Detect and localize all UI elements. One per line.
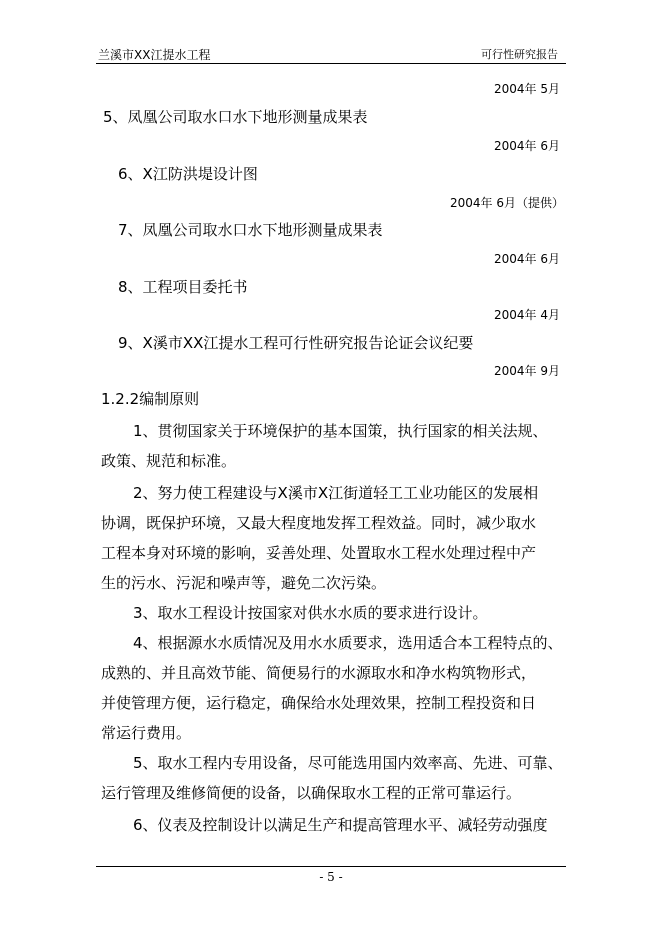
reference-item: 9、X溪市XX江提水工程可行性研究报告论证会议纪要 <box>118 334 474 352</box>
body-line: 4、根据源水水质情况及用水水质要求，选用适合本工程特点的、 <box>133 634 563 652</box>
body-line: 成熟的、并且高效节能、简便易行的水源取水和净水构筑物形式， <box>101 664 537 682</box>
body-line: 协调，既保护环境，又最大程度地发挥工程效益。同时，减少取水 <box>101 514 537 532</box>
footer-divider <box>96 866 566 867</box>
reference-date: 2004年 4月 <box>494 308 560 322</box>
reference-date: 2004年 5月 <box>494 82 560 96</box>
body-line: 1、贯彻国家关于环境保护的基本国策，执行国家的相关法规、 <box>133 422 548 440</box>
header-project-title: 兰溪市XX江提水工程 <box>98 48 211 62</box>
reference-item: 5、凤凰公司取水口水下地形测量成果表 <box>103 108 368 126</box>
body-line: 并使管理方便，运行稳定，确保给水处理效果，控制工程投资和日 <box>101 694 537 712</box>
body-line: 常运行费用。 <box>101 724 192 742</box>
body-line: 6、仪表及控制设计以满足生产和提高管理水平、减轻劳动强度 <box>133 816 548 834</box>
page-number: - 5 - <box>319 870 343 884</box>
reference-date: 2004年 6月（提供） <box>450 196 564 210</box>
body-line: 运行管理及维修简便的设备，以确保取水工程的正常可靠运行。 <box>101 784 522 802</box>
body-line: 2、努力使工程建设与X溪市X江街道轻工工业功能区的发展相 <box>133 484 539 502</box>
reference-item: 7、凤凰公司取水口水下地形测量成果表 <box>118 221 383 239</box>
reference-item: 6、X江防洪堤设计图 <box>118 165 258 183</box>
body-line: 工程本身对环境的影响，妥善处理、处置取水工程水处理过程中产 <box>101 544 537 562</box>
body-line: 3、取水工程设计按国家对供水水质的要求进行设计。 <box>133 604 488 622</box>
reference-date: 2004年 6月 <box>494 252 560 266</box>
reference-item: 8、工程项目委托书 <box>118 278 248 296</box>
reference-date: 2004年 9月 <box>494 364 560 378</box>
header-report-type: 可行性研究报告 <box>481 48 558 61</box>
header-divider <box>96 63 566 64</box>
body-line: 生的污水、污泥和噪声等，避免二次污染。 <box>101 574 387 592</box>
section-heading: 1.2.2编制原则 <box>101 390 200 408</box>
body-line: 5、取水工程内专用设备，尽可能选用国内效率高、先进、可靠、 <box>133 754 563 772</box>
reference-date: 2004年 6月 <box>494 139 560 153</box>
body-line: 政策、规范和标准。 <box>101 452 237 470</box>
